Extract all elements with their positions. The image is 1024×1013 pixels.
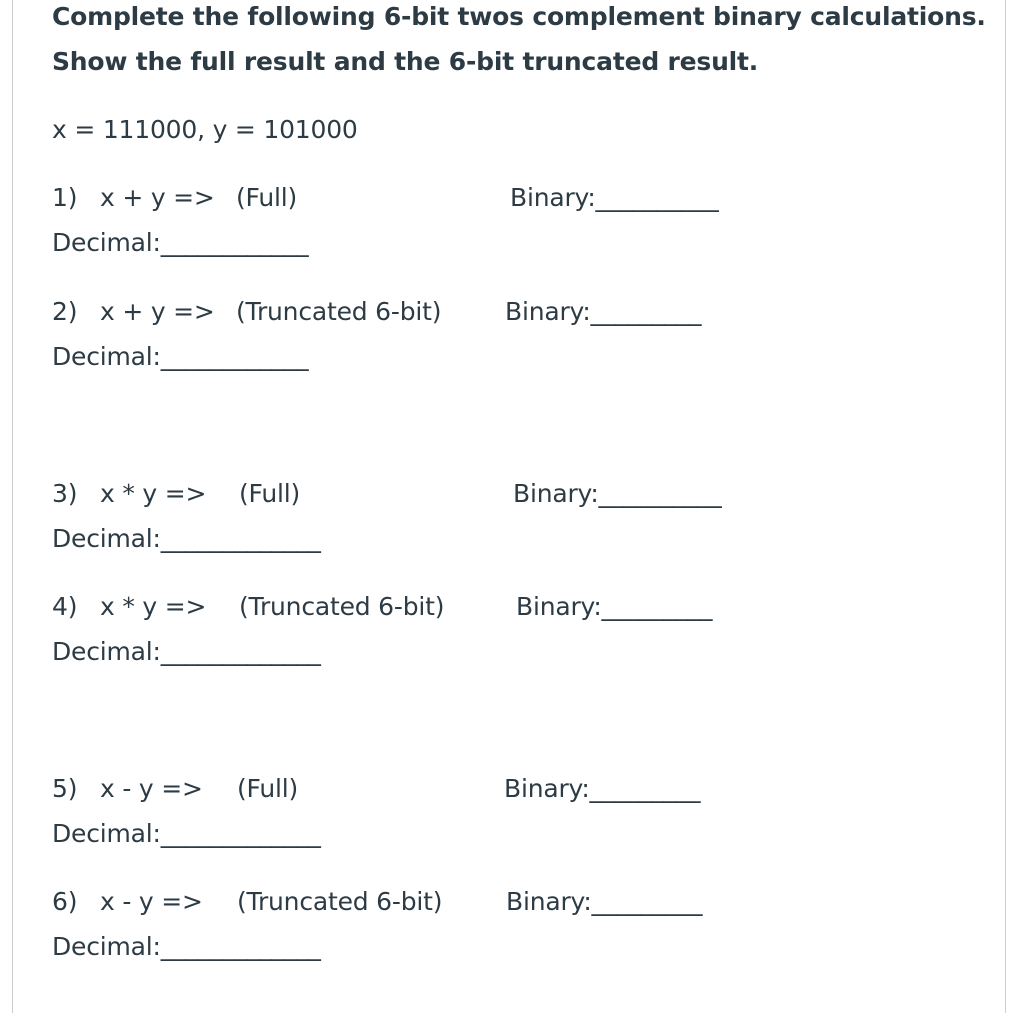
question-3-binary: Binary:__________ — [513, 479, 722, 508]
question-4-expression: x * y => — [100, 592, 207, 621]
question-2-number: 2) — [52, 297, 78, 326]
question-3-mode: (Full) — [239, 479, 301, 508]
instructions-line-1: Complete the following 6-bit twos complement binary calculations. — [52, 2, 986, 31]
instructions-line-2: Show the full result and the 6-bit truncated result. — [52, 47, 759, 76]
question-5-expression: x - y => — [100, 774, 203, 803]
question-1-decimal: Decimal:____________ — [52, 228, 309, 257]
question-1-expression: x + y => — [100, 183, 215, 212]
question-4-binary: Binary:_________ — [516, 592, 713, 621]
question-2-decimal: Decimal:____________ — [52, 342, 309, 371]
question-6-mode: (Truncated 6-bit) — [237, 887, 443, 916]
question-4-number: 4) — [52, 592, 78, 621]
question-5-decimal: Decimal:_____________ — [52, 819, 321, 848]
question-3-decimal: Decimal:_____________ — [52, 524, 321, 553]
question-5-mode: (Full) — [237, 774, 299, 803]
question-3-number: 3) — [52, 479, 78, 508]
question-1-mode: (Full) — [236, 183, 298, 212]
question-1-number: 1) — [52, 183, 78, 212]
question-6-expression: x - y => — [100, 887, 203, 916]
question-3-expression: x * y => — [100, 479, 207, 508]
question-6-decimal: Decimal:_____________ — [52, 932, 321, 961]
question-6-binary: Binary:_________ — [506, 887, 703, 916]
question-6-number: 6) — [52, 887, 78, 916]
question-5-number: 5) — [52, 774, 78, 803]
question-2-mode: (Truncated 6-bit) — [236, 297, 442, 326]
given-values: x = 111000, y = 101000 — [52, 115, 358, 144]
question-4-mode: (Truncated 6-bit) — [239, 592, 445, 621]
question-1-binary: Binary:__________ — [510, 183, 719, 212]
question-4-decimal: Decimal:_____________ — [52, 637, 321, 666]
question-2-binary: Binary:_________ — [505, 297, 702, 326]
question-2-expression: x + y => — [100, 297, 215, 326]
question-5-binary: Binary:_________ — [504, 774, 701, 803]
